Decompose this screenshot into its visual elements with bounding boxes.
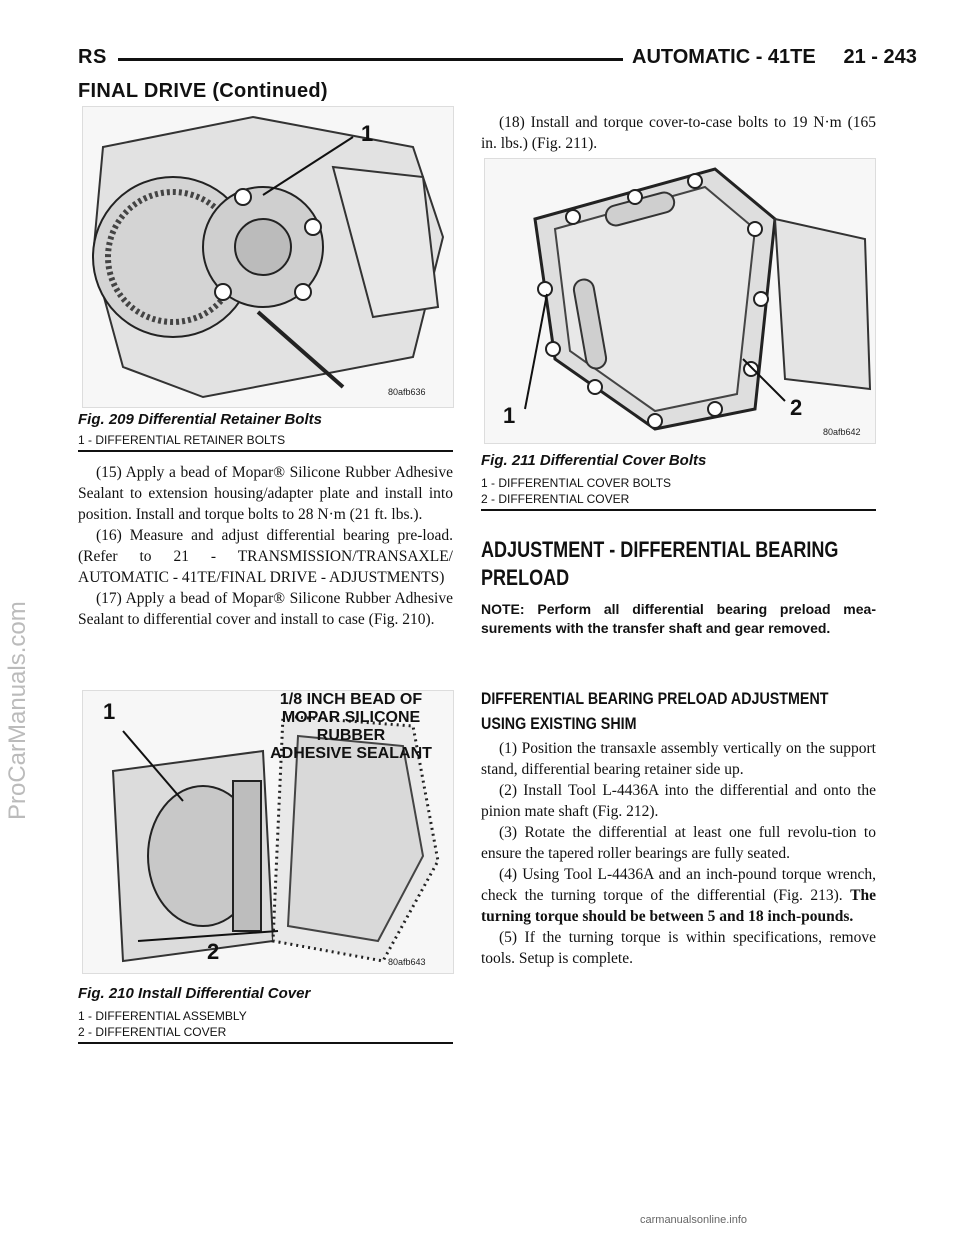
step-2: (2) Install Tool L-4436A into the differential and onto the pinion mate shaft (Fig. 212).: [481, 782, 876, 820]
fig210-illustration: [82, 690, 454, 974]
differential-cover-bolts-drawing: [485, 159, 875, 443]
fig210-legend-1: 1 - DIFFERENTIAL ASSEMBLY: [78, 1009, 247, 1023]
step-4: [481, 864, 876, 927]
adjustment-heading: [481, 536, 876, 592]
fig209-caption: Fig. 209 Differential Retainer Bolts: [78, 411, 322, 428]
step-17: (17) Apply a bead of Mopar® Silicone Rubber Adhesive Sealant to differential cover and install to case (Fig. 210).: [78, 590, 453, 628]
preload-note: NOTE: Perform all differential bearing preload mea-surements with the transfer shaft and gear removed.: [481, 601, 876, 636]
fig211-callout-2: 2: [790, 395, 803, 420]
header-rule: [118, 58, 623, 61]
fig210-legend-2: 2 - DIFFERENTIAL COVER: [78, 1025, 227, 1039]
watermark: ProCarManuals.com: [4, 601, 31, 820]
fig211-illustration: [484, 158, 876, 444]
section-title: FINAL DRIVE (Continued): [78, 80, 328, 102]
fig210-legend: [78, 1008, 247, 1040]
fig211-legend-2: 2 - DIFFERENTIAL COVER: [481, 492, 630, 506]
bead-label-line-2: MOPAR SILICONE RUBBER: [281, 709, 421, 744]
header-right: AUTOMATIC - 41TE 21 - 243: [632, 46, 917, 68]
left-steps: [78, 462, 453, 630]
step-1: (1) Position the transaxle assembly vertically on the support stand, differential bearing retainer side up.: [481, 740, 876, 778]
bead-label-line-3: ADHESIVE SEALANT: [270, 745, 432, 762]
bead-label-line-1: 1/8 INCH BEAD OF: [279, 691, 423, 708]
step-5: (5) If the turning torque is within specifications, remove tools. Setup is complete.: [481, 929, 876, 967]
step-18-block: [481, 112, 876, 154]
fig209-illustration: [82, 106, 454, 408]
subheading-line-1: DIFFERENTIAL BEARING PRELOAD ADJUSTMENT: [481, 689, 829, 708]
adjustment-heading-line-2: PRELOAD: [481, 565, 570, 590]
step-18: (18) Install and torque cover-to-case bolts to 19 N·m (165 in. lbs.) (Fig. 211).: [481, 114, 876, 152]
fig211-caption: Fig. 211 Differential Cover Bolts: [481, 452, 707, 469]
subheading-line-2: USING EXISTING SHIM: [481, 714, 637, 733]
fig210-bead-label: [251, 691, 451, 763]
fig210-code: 80afb643: [388, 957, 426, 967]
footer-link[interactable]: carmanualsonline.info: [640, 1214, 748, 1226]
step-15: (15) Apply a bead of Mopar® Silicone Rubber Adhesive Sealant to extension housing/adapter plate and install into position. Install and torque bolts to 28 N·m (21 ft. lbs.).: [78, 464, 453, 523]
fig210-callout-1: 1: [103, 699, 116, 724]
step-4-text: (4) Using Tool L-4436A and an inch-pound torque wrench, check the turning torque of the differential (Fig. 213).: [481, 866, 876, 904]
fig210-caption: Fig. 210 Install Differential Cover: [78, 985, 311, 1002]
fig211-legend-1: 1 - DIFFERENTIAL COVER BOLTS: [481, 476, 672, 490]
header-left: RS: [78, 46, 107, 68]
differential-retainer-drawing: [83, 107, 453, 407]
step-4-bold: The turning torque should be between 5 and 18 inch-pounds.: [481, 887, 876, 925]
fig210-callout-2: 2: [207, 939, 220, 964]
step-3: (3) Rotate the differential at least one full revolu-tion to ensure the tapered roller bearings are fully seated.: [481, 824, 876, 862]
adjustment-heading-line-1: ADJUSTMENT - DIFFERENTIAL BEARING: [481, 537, 839, 562]
fig211-rule: [481, 509, 876, 511]
fig211-code: 80afb642: [823, 427, 861, 437]
right-steps: [481, 738, 876, 969]
fig210-rule: [78, 1042, 453, 1044]
fig209-rule: [78, 450, 453, 452]
fig209-callout-1: 1: [361, 121, 374, 146]
fig209-code: 80afb636: [388, 387, 426, 397]
subheading: [481, 686, 876, 736]
step-16: (16) Measure and adjust differential bearing pre-load. (Refer to 21 - TRANSMISSION/TRANSAXLE/ AUTOMATIC - 41TE/FINAL DRIVE - ADJUSTMENTS): [78, 527, 453, 586]
fig211-legend: [481, 475, 671, 507]
fig211-callout-1: 1: [503, 403, 516, 428]
fig209-legend-1: 1 - DIFFERENTIAL RETAINER BOLTS: [78, 433, 286, 447]
